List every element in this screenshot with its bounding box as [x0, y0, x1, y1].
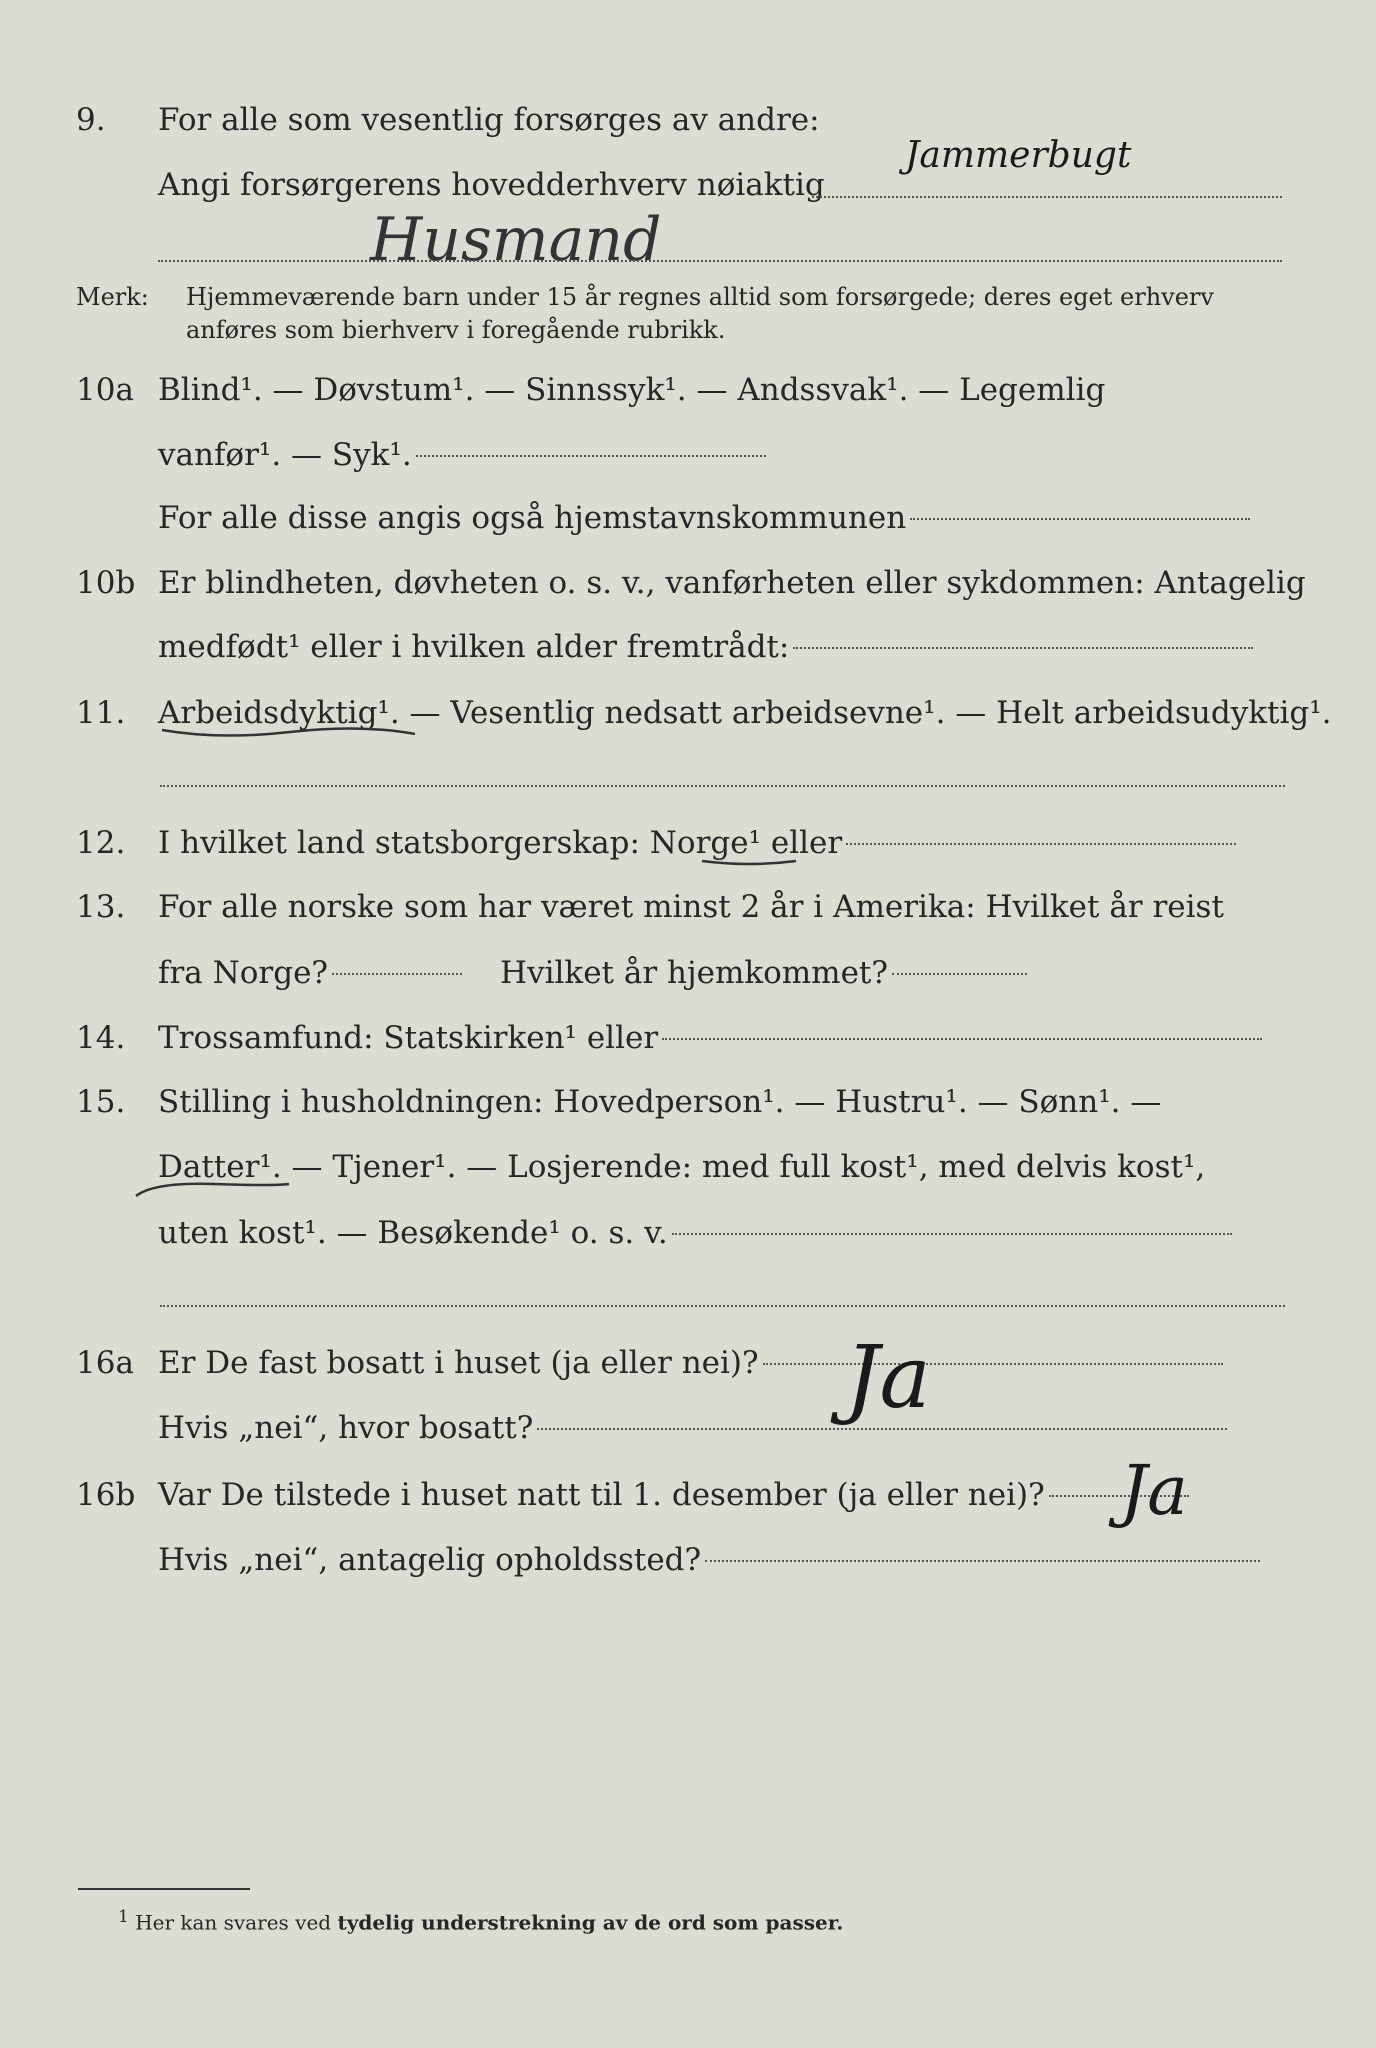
- q16a-line1: [76, 1338, 1296, 1388]
- q16b-line2: [76, 1535, 1296, 1585]
- q15-text3: uten kost¹. — Besøkende¹ o. s. v.: [158, 1208, 1232, 1258]
- q16b-handwritten-answer: Ja: [1120, 1452, 1188, 1531]
- q16b-line1: [76, 1470, 1296, 1520]
- q9-number: 9.: [76, 102, 106, 138]
- q10a-line3: [76, 493, 1296, 543]
- merk-text2: anføres som bierhverv i foregående rubrikk.: [186, 316, 726, 344]
- q12-number: 12.: [76, 825, 126, 861]
- q16a-text1: Er De fast bosatt i huset (ja eller nei)?: [158, 1338, 1223, 1388]
- q10b-text2: medfødt¹ eller i hvilken alder fremtrådt:: [158, 622, 1253, 672]
- footnote-bold: tydelig understrekning av de ord som passer.: [337, 1910, 844, 1935]
- q11-handwritten-underline: [160, 722, 420, 742]
- q13-text1: For alle norske som har været minst 2 år i Amerika: Hvilket år reist: [158, 889, 1224, 925]
- q14-line1: [76, 1013, 1296, 1063]
- q11-text1: Arbeidsdyktig¹. — Vesentlig nedsatt arbeidsevne¹. — Helt arbeidsudyktig¹.: [158, 695, 1332, 731]
- merk-text1: Hjemmeværende barn under 15 år regnes alltid som forsørgede; deres eget erhverv: [186, 283, 1214, 311]
- q10b-line2: [76, 622, 1296, 672]
- q10a-text3: For alle disse angis også hjemstavnskommunen: [158, 493, 1250, 543]
- q15-text2: Datter¹. — Tjener¹. — Losjerende: med full kost¹, med delvis kost¹,: [158, 1149, 1206, 1185]
- q11-number: 11.: [76, 695, 126, 731]
- q10a-text2: vanfør¹. — Syk¹.: [158, 430, 766, 480]
- q9-question: For alle som vesentlig forsørges av andre:: [158, 102, 820, 138]
- q9-handwritten-answer: Husmand: [370, 205, 662, 275]
- q15-line3: [76, 1208, 1296, 1258]
- q12-line1: [76, 818, 1296, 868]
- q10a-number: 10a: [76, 372, 134, 408]
- footnote: [118, 1902, 843, 1938]
- q12-handwritten-underline: [700, 855, 800, 869]
- q16a-text2: Hvis „nei“, hvor bosatt?: [158, 1403, 1227, 1453]
- footnote-plain: Her kan svares ved: [135, 1910, 332, 1935]
- q10b-line1: [76, 558, 1306, 608]
- q9-fill-line1: [812, 196, 1282, 198]
- q11-fill-line: [160, 785, 1285, 787]
- footnote-mark: 1: [118, 1907, 129, 1927]
- q9-fill-line2: [158, 260, 1282, 262]
- q16b-text2: Hvis „nei“, antagelig opholdssted?: [158, 1535, 1260, 1585]
- q13-text2: fra Norge? Hvilket år hjemkommet?: [158, 948, 1027, 998]
- q15-number: 15.: [76, 1084, 126, 1120]
- merk-line2: [76, 305, 1296, 355]
- q10b-number: 10b: [76, 565, 136, 601]
- q12-text1: I hvilket land statsborgerskap: Norge¹ eller: [158, 818, 1236, 868]
- q16b-number: 16b: [76, 1477, 136, 1513]
- q13-line1: [76, 882, 1296, 932]
- q14-number: 14.: [76, 1020, 126, 1056]
- q9-handwritten-top: Jammerbugt: [905, 135, 1132, 176]
- q16a-number: 16a: [76, 1345, 134, 1381]
- merk-label: Merk:: [76, 283, 149, 311]
- q16a-handwritten-answer: Ja: [845, 1328, 931, 1428]
- q16b-text1: Var De tilstede i huset natt til 1. desember (ja eller nei)?: [158, 1470, 1189, 1520]
- q10a-line1: [76, 365, 1296, 415]
- q10a-line2: [76, 430, 1296, 480]
- q10a-text1: Blind¹. — Døvstum¹. — Sinnssyk¹. — Andssvak¹. — Legemlig: [158, 372, 1106, 408]
- q9-subquestion: Angi forsørgerens hovedderhverv nøiaktig: [158, 167, 825, 203]
- footnote-rule: [78, 1888, 250, 1890]
- q16a-line2: [76, 1403, 1296, 1453]
- q10b-text1: Er blindheten, døvheten o. s. v., vanførheten eller sykdommen: Antagelig: [158, 565, 1306, 601]
- q15-handwritten-underline: [134, 1178, 294, 1202]
- q13-line2: [76, 948, 1296, 998]
- q15-text1: Stilling i husholdningen: Hovedperson¹. — Hustru¹. — Sønn¹. —: [158, 1084, 1162, 1120]
- q15-line1: [76, 1077, 1296, 1127]
- q14-text1: Trossamfund: Statskirken¹ eller: [158, 1013, 1262, 1063]
- q9-line2: [76, 160, 1296, 210]
- q15-fill-line: [160, 1305, 1285, 1307]
- q13-number: 13.: [76, 889, 126, 925]
